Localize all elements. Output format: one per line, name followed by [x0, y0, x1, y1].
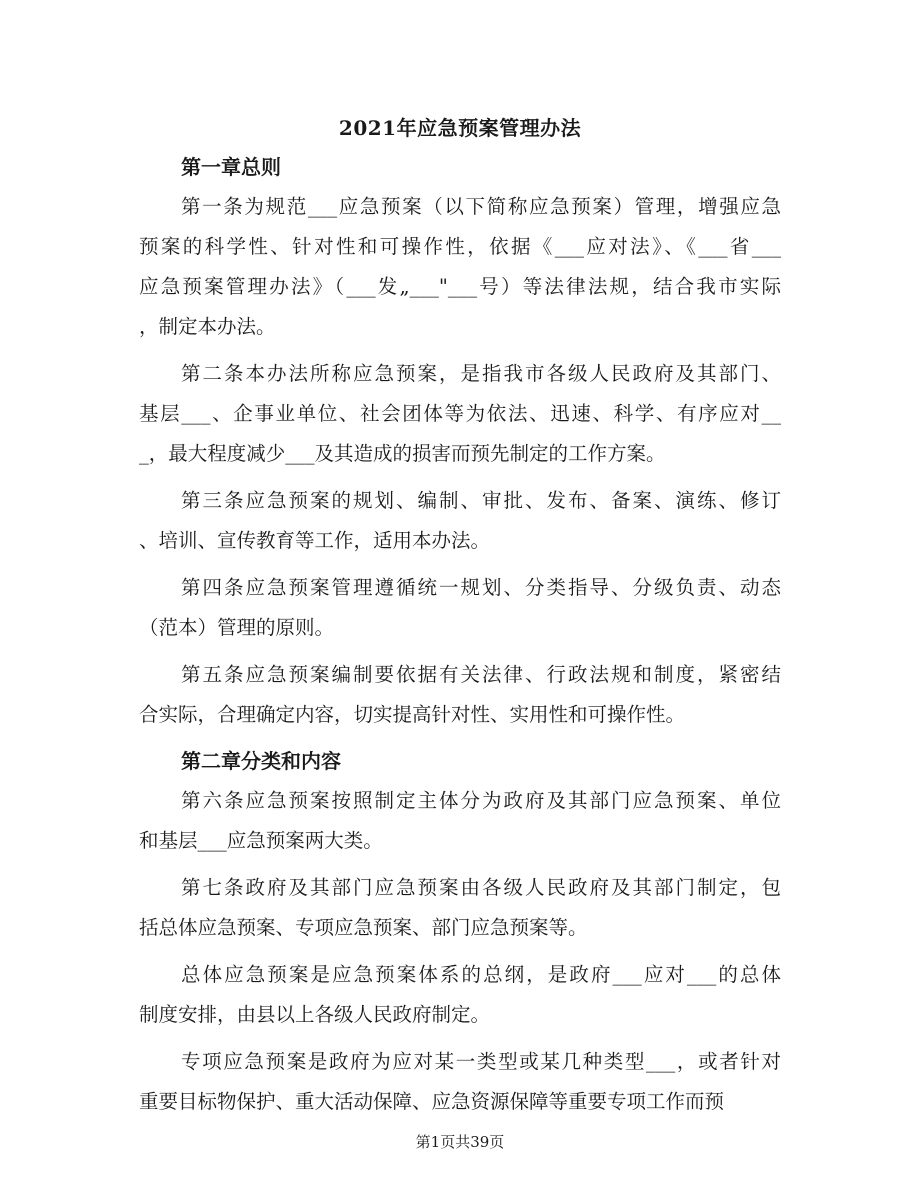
document-body: [139, 148, 781, 1129]
paragraph-line: 制度安排，由县以上各级人民政府制定。: [139, 1003, 491, 1026]
document-title: 2021年应急预案管理办法: [338, 116, 582, 140]
paragraph-line: 专项应急预案是政府为应对某一类型或某几种类型___，或者针对: [181, 1050, 781, 1073]
article-paragraph: [139, 1042, 781, 1122]
paragraph-line: 合实际，合理确定内容，切实提高针对性、实用性和可操作性。: [139, 703, 686, 726]
paragraph-line: （范本）管理的原则。: [139, 616, 335, 639]
article-paragraph: [139, 955, 781, 1035]
paragraph-line: 总体应急预案是应急预案体系的总纲，是政府___应对___的总体: [181, 963, 781, 986]
article-paragraph: [139, 481, 781, 561]
paragraph-line: 第四条应急预案管理遵循统一规划、分类指导、分级负责、动态: [181, 576, 781, 599]
paragraph-line: ，制定本办法。: [139, 315, 276, 338]
paragraph-line: 第五条应急预案编制要依据有关法律、行政法规和制度，紧密结: [181, 663, 781, 686]
article-paragraph: [139, 354, 781, 474]
paragraph-line: 第七条政府及其部门应急预案由各级人民政府及其部门制定，包: [181, 876, 781, 899]
article-paragraph: [139, 781, 781, 861]
paragraph-line: 重要目标物保护、重大活动保障、应急资源保障等重要专项工作而预: [139, 1090, 725, 1113]
paragraph-line: 基层___、企事业单位、社会团体等为依法、迅速、科学、有序应对__: [139, 402, 781, 425]
paragraph-line: _，最大程度减少___及其造成的损害而预先制定的工作方案。: [139, 442, 666, 465]
article-paragraph: [139, 655, 781, 735]
paragraph-line: 和基层___应急预案两大类。: [139, 829, 383, 852]
paragraph-line: 第一条为规范___应急预案（以下简称应急预案）管理，增强应急: [181, 195, 781, 218]
chapter-heading: 第二章分类和内容: [181, 749, 341, 773]
paragraph-line: 括总体应急预案、专项应急预案、部门应急预案等。: [139, 916, 588, 939]
article-paragraph: [139, 568, 781, 648]
article-paragraph: [139, 868, 781, 948]
page-number: 第1页共39页: [415, 1133, 505, 1151]
paragraph-line: 、培训、宣传教育等工作，适用本办法。: [139, 529, 491, 552]
article-paragraph: [139, 187, 781, 347]
paragraph-line: 应急预案管理办法》（___发„___"___号）等法律法规，结合我市实际: [139, 275, 781, 298]
chapter-heading: 第一章总则: [181, 155, 281, 179]
paragraph-line: 第二条本办法所称应急预案，是指我市各级人民政府及其部门、: [181, 362, 781, 385]
paragraph-line: 第六条应急预案按照制定主体分为政府及其部门应急预案、单位: [181, 789, 781, 812]
paragraph-line: 预案的科学性、针对性和可操作性，依据《___应对法》、《___省___: [139, 235, 781, 258]
paragraph-line: 第三条应急预案的规划、编制、审批、发布、备案、演练、修订: [181, 489, 781, 512]
